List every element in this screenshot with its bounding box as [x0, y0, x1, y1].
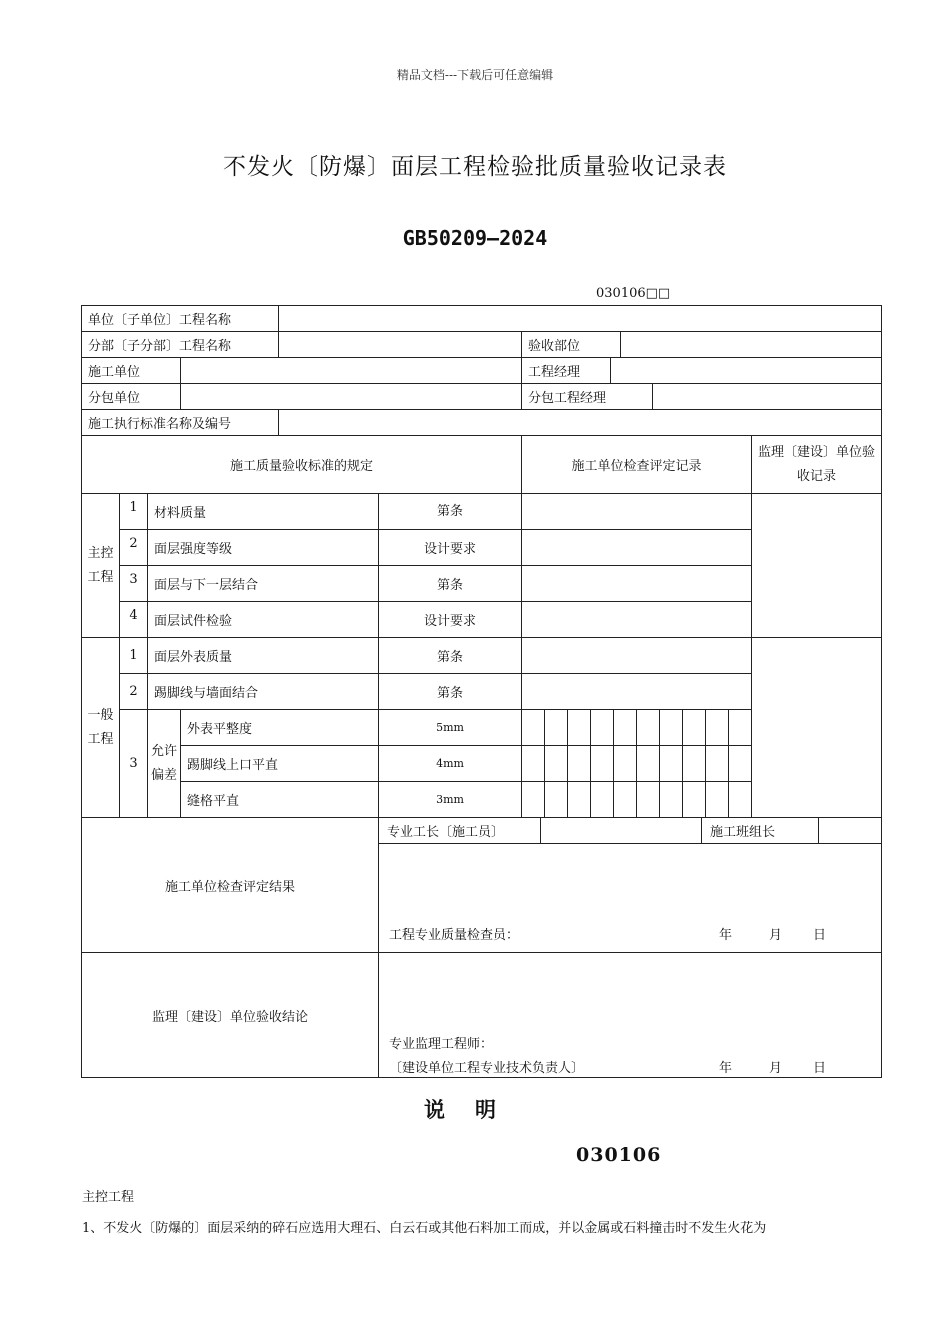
paragraph: 1、不发火〔防爆的〕面层采纳的碎石应选用大理石、白云石或其他石料加工而成，并以金属或石料撞击时不发生火花为 [82, 1221, 767, 1236]
conclusion-row [82, 953, 882, 1078]
section-heading: 主控工程 [82, 1190, 135, 1205]
result-label: 施工单位检查评定结果 [82, 818, 379, 953]
result-content[interactable] [379, 844, 882, 953]
unit-project-value[interactable] [279, 306, 882, 332]
sub-project-value[interactable] [279, 332, 522, 358]
item-requirement: 第条 [379, 566, 522, 602]
item-name: 材料质量 [148, 494, 379, 530]
team-leader-label: 施工班组长 [702, 818, 819, 843]
item-no: 2 [120, 530, 148, 566]
inspector-label: 工程专业质量检查员： [389, 928, 520, 943]
supervision-header: 监理〔建设〕单位验收记录 [752, 436, 882, 494]
date-day: 日 [813, 928, 827, 943]
spec-header: 施工质量验收标准的规定 [82, 436, 522, 494]
project-manager-value[interactable] [611, 358, 882, 383]
deviation-name: 外表平整度 [181, 710, 379, 746]
date-year: 年 [719, 1061, 733, 1076]
exec-standard-label: 施工执行标准名称及编号 [82, 410, 279, 436]
item-inspection-record[interactable] [522, 638, 752, 674]
construction-unit-label: 施工单位 [82, 358, 181, 384]
item-no: 4 [120, 602, 148, 638]
result-signature-row [82, 818, 882, 844]
item-inspection-record[interactable] [522, 674, 752, 710]
team-leader-value[interactable] [819, 818, 882, 843]
deviation-tolerance: 3mm [379, 782, 522, 818]
general-label: 一般工程 [82, 638, 120, 818]
deviation-tolerance: 5mm [379, 710, 522, 746]
deviation-measure-grid[interactable] [522, 746, 752, 782]
row-exec-standard [82, 410, 882, 436]
general-item-row [82, 638, 882, 674]
row-construction-unit [82, 358, 882, 384]
item-name: 面层强度等级 [148, 530, 379, 566]
form-code: 030106□□ [596, 286, 671, 301]
item-requirement: 第条 [379, 638, 522, 674]
exec-standard-value[interactable] [279, 410, 882, 436]
date-year: 年 [719, 928, 733, 943]
acceptance-part-label: 验收部位 [522, 332, 621, 357]
item-name: 面层试件检验 [148, 602, 379, 638]
engineer-label: 专业监理工程师： [389, 1037, 494, 1052]
foreman-label: 专业工长〔施工员〕 [379, 818, 541, 843]
deviation-name: 踢脚线上口平直 [181, 746, 379, 782]
item-requirement: 第条 [379, 494, 522, 530]
item-no: 1 [120, 494, 148, 530]
row-sub-project [82, 332, 882, 358]
item-inspection-record[interactable] [522, 566, 752, 602]
item-no: 2 [120, 674, 148, 710]
deviation-tolerance: 4mm [379, 746, 522, 782]
deviation-label: 允许偏差 [148, 710, 181, 818]
sub-project-label: 分部〔子分部〕工程名称 [82, 332, 279, 358]
acceptance-part-value[interactable] [621, 332, 882, 357]
item-inspection-record[interactable] [522, 602, 752, 638]
deviation-name: 缝格平直 [181, 782, 379, 818]
item-name: 面层外表质量 [148, 638, 379, 674]
date-day: 日 [813, 1061, 827, 1076]
item-inspection-record[interactable] [522, 494, 752, 530]
subcontract-manager-label: 分包工程经理 [522, 384, 653, 409]
item-no: 3 [120, 710, 148, 818]
inspection-form [81, 305, 882, 1078]
subcontract-unit-value[interactable] [181, 384, 522, 410]
row-subcontract [82, 384, 882, 410]
main-supervision-record[interactable] [752, 494, 882, 638]
general-supervision-record[interactable] [752, 638, 882, 818]
main-control-label: 主控工程 [82, 494, 120, 638]
construction-unit-value[interactable] [181, 358, 522, 384]
item-requirement: 设计要求 [379, 602, 522, 638]
deviation-measure-grid[interactable] [522, 782, 752, 818]
owner-rep-label: 〔建设单位工程专业技术负责人〕 [389, 1061, 585, 1076]
main-item-row [82, 494, 882, 530]
subcontract-manager-value[interactable] [653, 384, 882, 409]
page-title: 不发火〔防爆〕面层工程检验批质量验收记录表 [223, 154, 727, 180]
item-no: 1 [120, 638, 148, 674]
date-month: 月 [769, 928, 783, 943]
explanation-title: 说明 [424, 1098, 526, 1122]
item-requirement: 第条 [379, 674, 522, 710]
item-name: 面层与下一层结合 [148, 566, 379, 602]
deviation-measure-grid[interactable] [522, 710, 752, 746]
item-no: 3 [120, 566, 148, 602]
subcontract-unit-label: 分包单位 [82, 384, 181, 410]
explanation-code: 030106 [576, 1144, 662, 1166]
standard-code: GB50209—2024 [402, 226, 548, 250]
conclusion-label: 监理〔建设〕单位验收结论 [82, 953, 379, 1078]
date-month: 月 [769, 1061, 783, 1076]
project-manager-label: 工程经理 [522, 358, 611, 383]
item-inspection-record[interactable] [522, 530, 752, 566]
unit-project-label: 单位〔子单位〕工程名称 [82, 306, 279, 332]
row-unit-project [82, 306, 882, 332]
inspection-header: 施工单位检查评定记录 [522, 436, 752, 494]
header-note: 精品文档---下载后可任意编辑 [396, 68, 554, 82]
foreman-value[interactable] [541, 818, 702, 843]
column-header-row [82, 436, 882, 494]
conclusion-content[interactable] [379, 953, 882, 1078]
item-name: 踢脚线与墙面结合 [148, 674, 379, 710]
item-requirement: 设计要求 [379, 530, 522, 566]
